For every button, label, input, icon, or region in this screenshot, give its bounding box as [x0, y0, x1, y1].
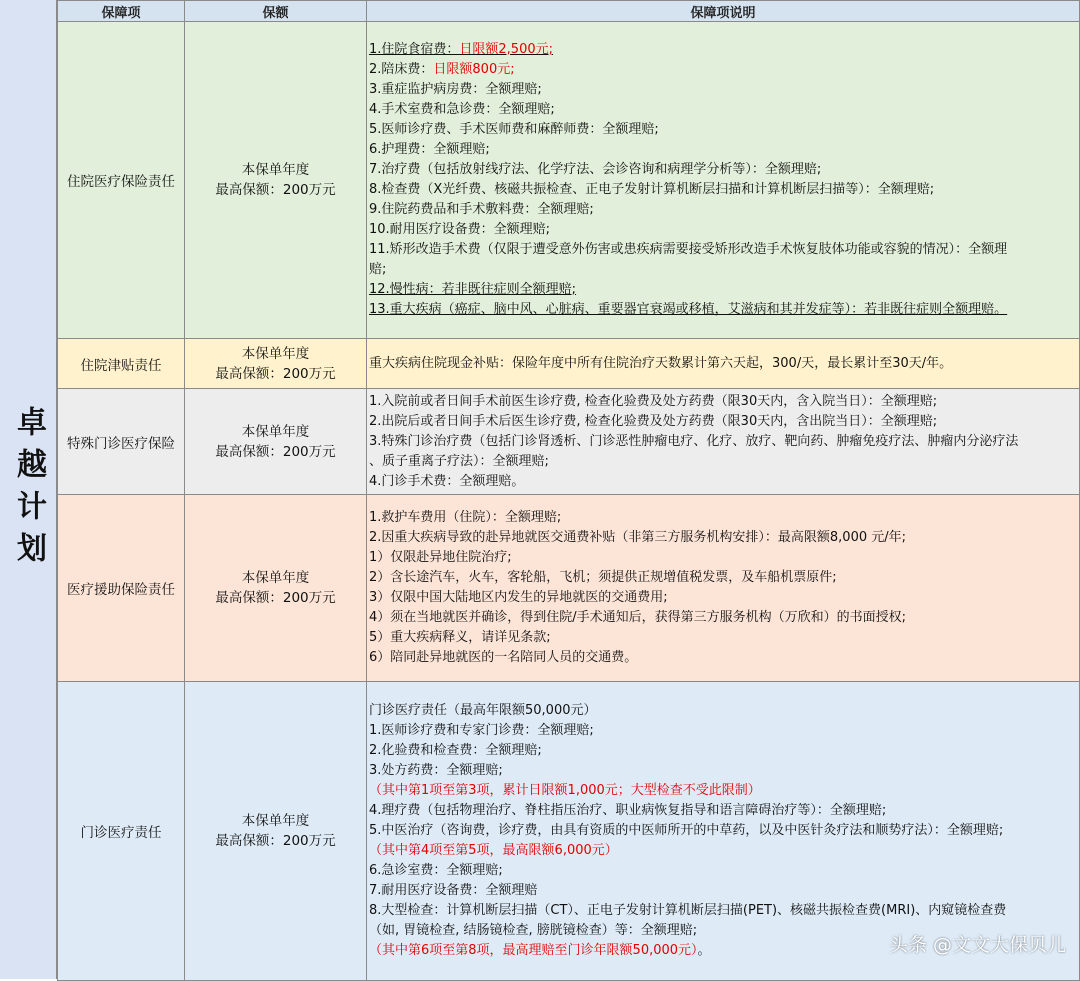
description-text: 8.大型检查：计算机断层扫描（CT）、正电子发射计算机断层扫描(PET)、核磁共振检查费(MRI)、内窥镜检查费	[369, 903, 1007, 918]
description-highlight: （其中第6项至第8项，最高理赔至门诊年限额50,000元）	[369, 943, 698, 958]
description-line	[369, 781, 1077, 801]
row-description	[367, 389, 1080, 495]
description-text: 9.住院药费品和手术敷料费：全额理赔;	[369, 202, 594, 217]
description-text: 2.因重大疾病导致的赴异地就医交通费补贴（非第三方服务机构安排）：最高限额8,000 元/年;	[369, 530, 907, 545]
amount-line1: 本保单年度	[241, 570, 310, 586]
description-text: 赔;	[369, 262, 387, 277]
coverage-table	[57, 0, 1080, 981]
description-text: 6）陪同赴异地就医的一名陪同人员的交通费。	[369, 650, 638, 665]
amount-line1: 本保单年度	[241, 813, 310, 829]
description-text: 10.耐用医疗设备费：全额理赔;	[369, 222, 551, 237]
description-text: 4.手术室费和急诊费：全额理赔;	[369, 102, 555, 117]
description-line	[369, 761, 1077, 781]
row-name: 特殊门诊医疗保险	[58, 389, 185, 495]
description-line	[369, 508, 1077, 528]
header-description: 保障项说明	[367, 1, 1080, 22]
side-title: 卓越计划	[11, 405, 46, 574]
row-amount	[185, 495, 367, 682]
description-line	[369, 648, 1077, 668]
description-line	[369, 628, 1077, 648]
description-text: 、质子重离子疗法）：全额理赔;	[369, 453, 549, 469]
description-highlight: 日限额800元;	[433, 62, 515, 77]
description-line	[369, 472, 1077, 492]
description-text: 5.医师诊疗费、手术医师费和麻醉师费：全额理赔;	[369, 122, 659, 137]
row-amount	[185, 682, 367, 981]
description-line	[369, 200, 1077, 220]
description-suffix: 。	[697, 943, 711, 958]
description-line	[369, 300, 1077, 320]
description-line	[369, 220, 1077, 240]
row-name: 住院津贴责任	[58, 339, 185, 389]
description-line	[369, 861, 1077, 881]
description-line	[369, 260, 1077, 280]
description-line	[369, 140, 1077, 160]
watermark: 头条 @文文大保贝儿	[888, 934, 1066, 956]
description-line	[369, 412, 1077, 432]
description-line	[369, 432, 1077, 452]
amount-line2: 最高保额：200万元	[215, 833, 336, 849]
description-text: 5）重大疾病释义，请详见条款;	[369, 630, 551, 645]
description-text: 7.耐用医疗设备费：全额理赔	[369, 883, 538, 898]
description-line	[369, 568, 1077, 588]
amount-line2: 最高保额：200万元	[215, 182, 336, 198]
header-row	[58, 1, 1080, 22]
table-row	[58, 22, 1080, 339]
description-line	[369, 588, 1077, 608]
description-highlight: （其中第1项至第3项，累计日限额1,000元；大型检查不受此限制）	[369, 783, 761, 798]
description-text: 12.慢性病：若非既往症则全额理赔;	[369, 282, 577, 297]
description-line	[369, 60, 1077, 80]
row-description	[367, 495, 1080, 682]
description-text: 6.护理费：全额理赔;	[369, 142, 490, 157]
description-line	[369, 40, 1077, 60]
row-amount	[185, 389, 367, 495]
description-text: （如, 胃镜检查, 结肠镜检查, 膀胱镜检查）等：全额理赔;	[369, 923, 698, 938]
header-amount: 保额	[185, 1, 367, 22]
description-line	[369, 701, 1077, 721]
description-text: 3.处方药费：全额理赔;	[369, 763, 503, 778]
description-line	[369, 821, 1077, 841]
description-text: 5.中医治疗（咨询费，诊疗费，由具有资质的中医师所开的中草药，以及中医针灸疗法和顺势疗法）：全额理赔;	[369, 823, 1004, 838]
description-text: 13.重大疾病（癌症、脑中风、心脏病、重要器官衰竭或移植，艾滋病和其并发症等）：若非既往症则全额理赔。	[369, 302, 1008, 317]
header-item: 保障项	[58, 1, 185, 22]
row-name: 门诊医疗责任	[58, 682, 185, 981]
row-name: 住院医疗保险责任	[58, 22, 185, 339]
description-text: 11.矫形改造手术费（仅限于遭受意外伤害或患疾病需要接受矫形改造手术恢复肢体功能或容貌的情况）：全额理	[369, 242, 1008, 257]
table-row	[58, 495, 1080, 682]
description-text: 4）须在当地就医并确诊，得到住院/手术通知后，获得第三方服务机构（万欣和）的书面授权;	[369, 610, 907, 625]
description-line	[369, 901, 1077, 921]
description-line	[369, 120, 1077, 140]
description-line	[369, 801, 1077, 821]
description-text: 1.住院食宿费：	[369, 42, 460, 57]
table-row	[58, 339, 1080, 389]
description-text: 8.检查费（X光纤费、核磁共振检查、正电子发射计算机断层扫描和计算机断层扫描等）：全额理赔;	[369, 182, 935, 197]
description-line	[369, 160, 1077, 180]
row-description	[367, 22, 1080, 339]
description-highlight: （其中第4项至第5项，最高限额6,000元）	[369, 843, 618, 858]
description-line	[369, 881, 1077, 901]
description-text: 3）仅限中国大陆地区内发生的异地就医的交通费用;	[369, 590, 668, 605]
amount-line1: 本保单年度	[241, 423, 310, 440]
description-line	[369, 528, 1077, 548]
row-amount	[185, 339, 367, 389]
description-line	[369, 80, 1077, 100]
description-line	[369, 741, 1077, 761]
description-line	[369, 452, 1077, 472]
description-line	[369, 100, 1077, 120]
row-description	[367, 339, 1080, 389]
description-text: 2.出院后或者日间手术后医生诊疗费, 检查化验费及处方药费（限30天内，含出院当日）：全额理赔;	[369, 413, 938, 429]
description-line	[369, 608, 1077, 628]
description-text: 1）仅限赴异地住院治疗;	[369, 550, 512, 565]
description-text: 7.治疗费（包括放射线疗法、化学疗法、会诊咨询和病理学分析等）：全额理赔;	[369, 162, 822, 177]
description-line	[369, 841, 1077, 861]
description-highlight: 日限额2,500元;	[459, 42, 554, 57]
amount-line1: 本保单年度	[241, 345, 310, 362]
description-text: 1.入院前或者日间手术前医生诊疗费, 检查化验费及处方药费（限30天内，含入院当日）：全额理赔;	[369, 393, 938, 409]
description-line	[369, 392, 1077, 412]
table-row	[58, 389, 1080, 495]
side-panel	[0, 0, 57, 979]
description-line	[369, 280, 1077, 300]
description-text: 2.陪床费：	[369, 62, 434, 77]
amount-line2: 最高保额：200万元	[215, 365, 336, 382]
description-line	[369, 354, 1077, 374]
description-text: 4.理疗费（包括物理治疗、脊柱指压治疗、职业病恢复指导和语言障碍治疗等）：全额理赔;	[369, 803, 887, 818]
description-text: 4.门诊手术费：全额理赔。	[369, 473, 525, 489]
description-line	[369, 240, 1077, 260]
description-line	[369, 180, 1077, 200]
description-line	[369, 721, 1077, 741]
row-name: 医疗援助保险责任	[58, 495, 185, 682]
description-line	[369, 548, 1077, 568]
amount-line1: 本保单年度	[241, 162, 310, 178]
description-text: 重大疾病住院现金补贴：保险年度中所有住院治疗天数累计第六天起，300/天，最长累计至30天/年。	[369, 355, 953, 371]
description-text: 2）含长途汽车，火车，客轮船，飞机；须提供正规增值税发票，及车船机票原件;	[369, 570, 837, 585]
description-text: 1.救护车费用（住院）：全额理赔;	[369, 510, 562, 525]
description-text: 3.特殊门诊治疗费（包括门诊肾透析、门诊恶性肿瘤电疗、化疗、放疗、靶向药、肿瘤免疫疗法、肿瘤内分泌疗法	[369, 433, 1019, 449]
row-amount	[185, 22, 367, 339]
amount-line2: 最高保额：200万元	[215, 443, 336, 460]
description-text: 门诊医疗责任（最高年限额50,000元）	[369, 703, 597, 718]
description-text: 3.重症监护病房费：全额理赔;	[369, 82, 542, 97]
description-text: 1.医师诊疗费和专家门诊费：全额理赔;	[369, 723, 594, 738]
description-text: 6.急诊室费：全额理赔;	[369, 863, 503, 878]
amount-line2: 最高保额：200万元	[215, 590, 336, 606]
description-text: 2.化验费和检查费：全额理赔;	[369, 743, 542, 758]
